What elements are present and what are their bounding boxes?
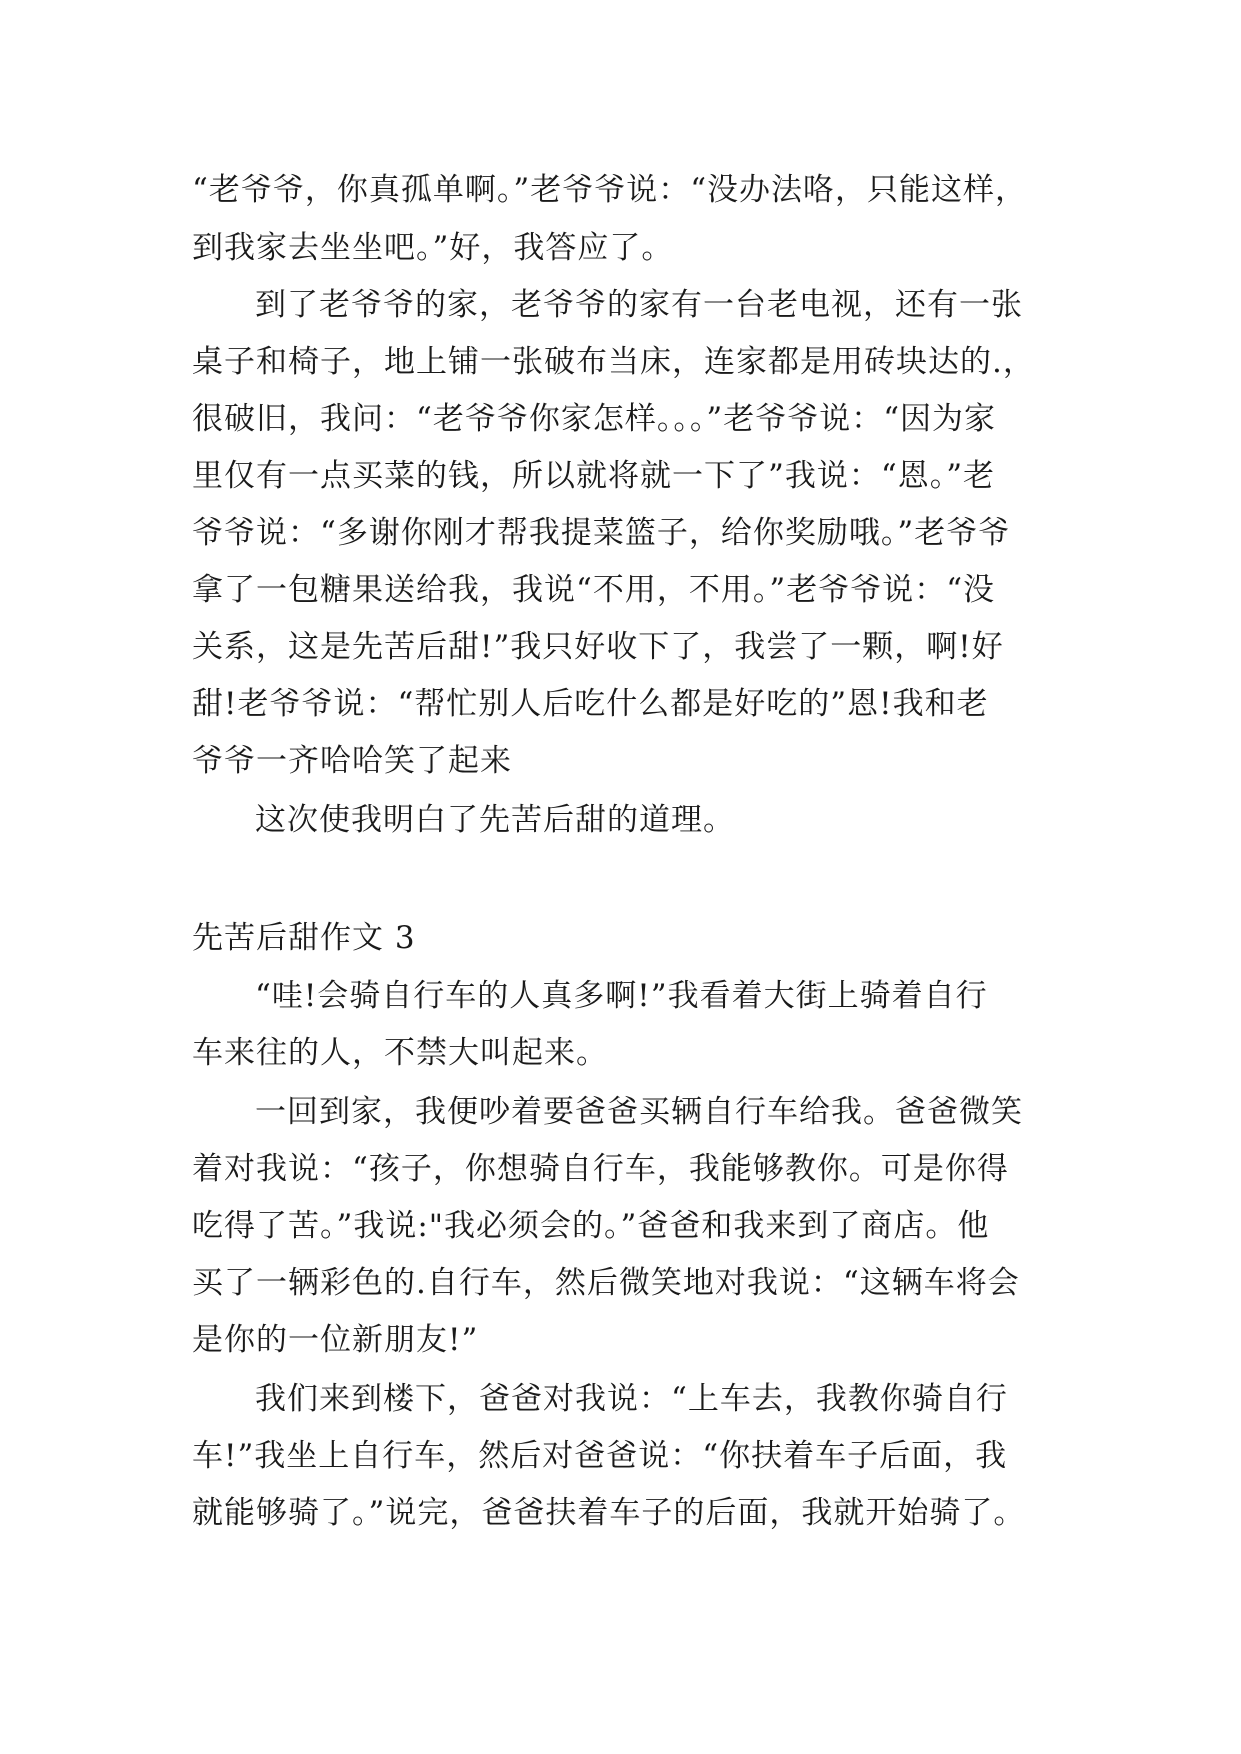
- paragraph-line: 吃得了苦。”我说:"我必须会的。”爸爸和我来到了商店。他: [192, 1208, 990, 1244]
- paragraph-line: 甜!老爷爷说：“帮忙别人后吃什么都是好吃的”恩!我和老: [192, 686, 989, 722]
- paragraph-line: 爷爷说：“多谢你刚才帮我提菜篮子，给你奖励哦。”老爷爷: [192, 515, 1011, 551]
- paragraph-line: 里仅有一点买菜的钱，所以就将就一下了”我说：“恩。”老: [192, 458, 996, 494]
- paragraph-line: 车!”我坐上自行车，然后对爸爸说：“你扶着车子后面，我: [192, 1438, 1008, 1474]
- paragraph-line: 这次使我明白了先苦后甜的道理。: [255, 802, 735, 838]
- paragraph-line: “哇!会骑自行车的人真多啊!”我看着大街上骑着自行: [255, 978, 988, 1014]
- paragraph-line: 一回到家，我便吵着要爸爸买辆自行车给我。爸爸微笑: [255, 1094, 1023, 1130]
- paragraph-line: 到了老爷爷的家，老爷爷的家有一台老电视，还有一张: [255, 287, 1023, 323]
- paragraph-line: 车来往的人，不禁大叫起来。: [192, 1035, 608, 1071]
- paragraph-line: 着对我说：“孩子，你想骑自行车，我能够教你。可是你得: [192, 1151, 1009, 1187]
- paragraph-line: 是你的一位新朋友!”: [192, 1322, 479, 1358]
- paragraph-line: 桌子和椅子，地上铺一张破布当床，连家都是用砖块达的.，: [192, 344, 1035, 380]
- paragraph-line: 关系，这是先苦后甜!”我只好收下了，我尝了一颗，啊!好: [192, 629, 1004, 665]
- paragraph-line: 就能够骑了。”说完，爸爸扶着车子的后面，我就开始骑了。: [192, 1495, 1026, 1531]
- paragraph-line: “老爷爷，你真孤单啊。”老爷爷说：“没办法咯，只能这样，: [192, 172, 1028, 208]
- section-title: 先苦后甜作文 3: [192, 920, 416, 956]
- paragraph-line: 我们来到楼下，爸爸对我说：“上车去，我教你骑自行: [255, 1381, 1008, 1417]
- paragraph-line: 拿了一包糖果送给我，我说“不用，不用。”老爷爷说：“没: [192, 572, 996, 608]
- paragraph-line: 很破旧，我问：“老爷爷你家怎样。。。”老爷爷说：“因为家: [192, 401, 997, 437]
- paragraph-line: 买了一辆彩色的.自行车，然后微笑地对我说：“这辆车将会: [192, 1265, 1020, 1301]
- paragraph-line: 到我家去坐坐吧。”好，我答应了。: [192, 230, 674, 266]
- paragraph-line: 爷爷一齐哈哈笑了起来: [192, 743, 512, 779]
